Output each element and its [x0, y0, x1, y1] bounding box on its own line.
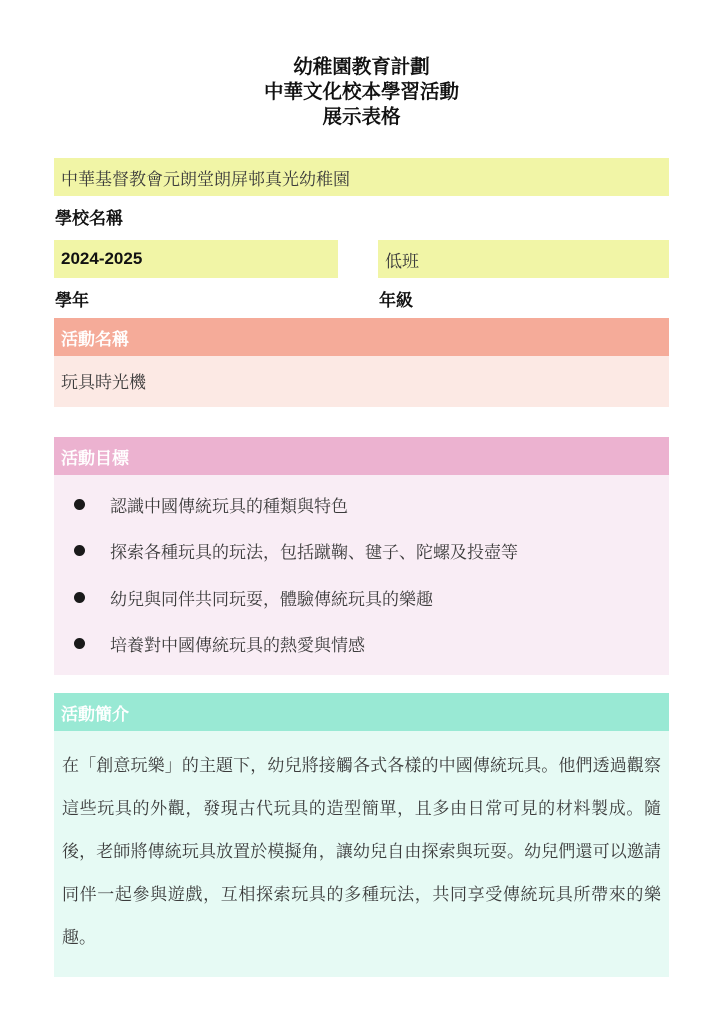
objectives-content	[54, 475, 669, 675]
introduction-section	[54, 693, 669, 977]
introduction-text: 在「創意玩樂」的主題下，幼兒將接觸各式各樣的中國傳統玩具。他們透過觀察這些玩具的外觀，發現古代玩具的造型簡單，且多由日常可見的材料製成。隨後，老師將傳統玩具放置於模擬角，讓幼兒自由探索與玩耍。幼兒們還可以邀請同伴一起參與遊戲，互相探索玩具的多種玩法，共同享受傳統玩具所帶來的樂趣。	[62, 756, 661, 947]
activity-name-value: 玩具時光機	[54, 356, 669, 407]
objective-item	[61, 621, 662, 668]
objective-text: 幼兒與同伴共同玩耍，體驗傳統玩具的樂趣	[110, 589, 433, 609]
school-name-label: 學校名稱	[55, 209, 123, 228]
objectives-list	[61, 481, 662, 667]
grade-label: 年級	[379, 291, 413, 310]
objective-text: 培養對中國傳統玩具的熱愛與情感	[110, 636, 365, 656]
school-name-value: 中華基督教會元朗堂朗屏邨真光幼稚園	[54, 158, 669, 196]
title-line-2: 中華文化校本學習活動	[263, 81, 459, 103]
title-line-1: 幼稚園教育計劃	[293, 56, 430, 78]
activity-name-header: 活動名稱	[54, 318, 669, 356]
grade-value: 低班	[378, 240, 669, 278]
objective-text: 認識中國傳統玩具的種類與特色	[110, 496, 348, 516]
year-grade-row	[54, 240, 669, 313]
objective-item	[61, 481, 662, 528]
grade-field	[378, 240, 669, 313]
bullet-icon	[74, 545, 85, 556]
school-name-section	[54, 158, 669, 231]
title-line-3: 展示表格	[322, 106, 401, 128]
introduction-header: 活動簡介	[54, 693, 669, 731]
document-title	[54, 55, 669, 130]
bullet-icon	[74, 592, 85, 603]
school-year-field	[54, 240, 338, 313]
objectives-header: 活動目標	[54, 437, 669, 475]
school-year-value: 2024-2025	[54, 240, 338, 278]
school-year-label: 學年	[55, 291, 89, 310]
objective-item	[61, 528, 662, 575]
introduction-content	[54, 731, 669, 977]
bullet-icon	[74, 638, 85, 649]
objectives-section	[54, 437, 669, 675]
objective-text: 探索各種玩具的玩法，包括蹴鞠、毽子、陀螺及投壺等	[110, 543, 518, 563]
activity-name-section	[54, 318, 669, 407]
bullet-icon	[74, 499, 85, 510]
objective-item	[61, 574, 662, 621]
